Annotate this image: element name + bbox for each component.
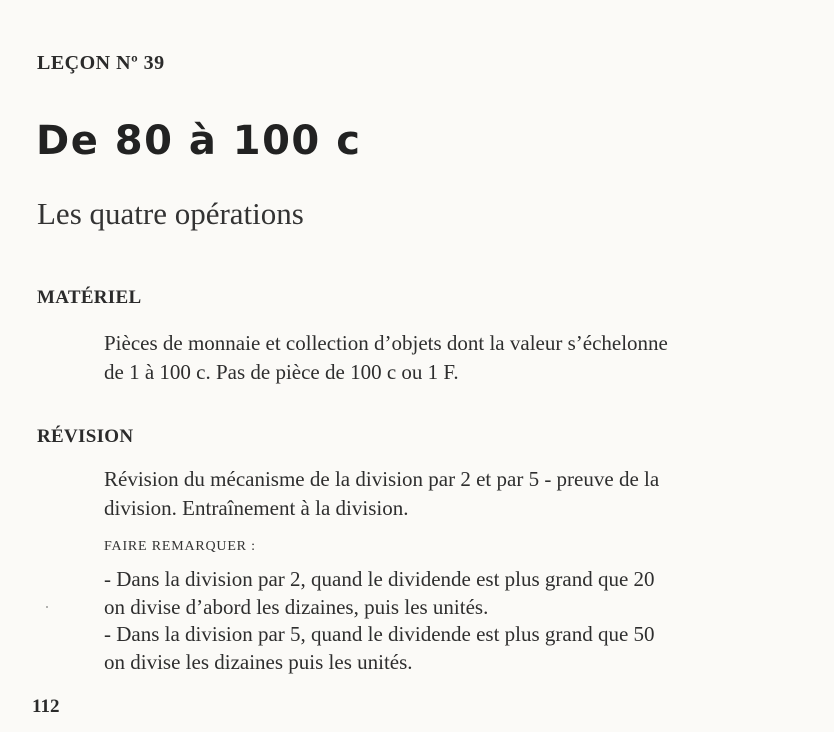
revision-line: Révision du mécanisme de la division par 2 et par 5 - preuve de la — [104, 467, 660, 491]
remark-line: - Dans la division par 5, quand le dividende est plus grand que 50 — [104, 622, 655, 646]
section-heading-materiel: MATÉRIEL — [37, 287, 142, 308]
paper-speck — [46, 606, 48, 608]
remark-label: FAIRE REMARQUER : — [104, 539, 256, 554]
revision-line: division. Entraînement à la division. — [104, 496, 409, 520]
remark-line: - Dans la division par 2, quand le dividende est plus grand que 20 — [104, 567, 655, 591]
materiel-line: Pièces de monnaie et collection d’objets dont la valeur s’échelonne — [104, 331, 668, 355]
remark-line: on divise d’abord les dizaines, puis les unités. — [104, 595, 489, 619]
page-title: De 80 à 100 c — [36, 118, 362, 164]
section-heading-revision: RÉVISION — [37, 426, 134, 447]
lesson-number: LEÇON Nº 39 — [37, 52, 165, 74]
remark-line: on divise les dizaines puis les unités. — [104, 650, 413, 674]
page-number: 112 — [32, 696, 60, 717]
page-subtitle: Les quatre opérations — [37, 196, 304, 231]
materiel-line: de 1 à 100 c. Pas de pièce de 100 c ou 1 F. — [104, 360, 459, 384]
